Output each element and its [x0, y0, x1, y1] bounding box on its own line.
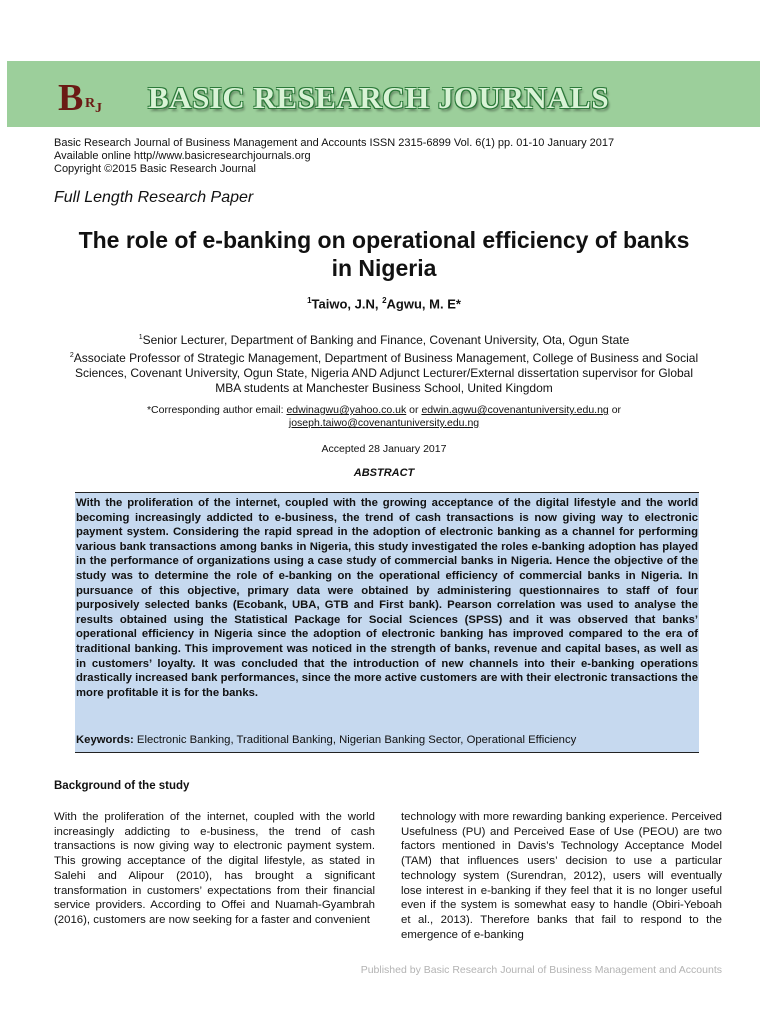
email-link-2[interactable]: edwin.agwu@covenantuniversity.edu.ng — [421, 404, 609, 416]
accepted-date: Accepted 28 January 2017 — [321, 443, 447, 455]
corr-sep-2: or — [608, 404, 622, 416]
author1-name: Taiwo, J.N, — [311, 296, 383, 312]
logo-sub-j: J — [95, 101, 102, 116]
title-line-2: in Nigeria — [331, 255, 437, 281]
journal-name: BASIC RESEARCH JOURNALS — [148, 80, 610, 115]
title-line-1: The role of e-banking on operational efficiency of banks — [78, 227, 690, 253]
affil1-text: Senior Lecturer, Department of Banking and Finance, Covenant University, Ota, Ogun State — [142, 333, 630, 347]
copyright-line: Copyright ©2015 Basic Research Journal — [54, 163, 256, 175]
footer-publisher: Published by Basic Research Journal of Business Management and Accounts — [360, 964, 722, 976]
affil1-mark: 1 — [138, 334, 143, 341]
corr-sep-1: or — [406, 404, 422, 416]
body-column-left: With the proliferation of the internet, coupled with the world increasingly addicting to e-business, the trend of cash transactions is now giving way to electronic payment system. This growing acceptance of the digital lifestyle, as stated in Salehi and Alipour (2010), has brought a significant transformation in customers’ expectations from their financial service providers. According to Offei and Nuamah-Gyambrah (2016), customers are now seeking for a faster and convenient — [54, 811, 375, 926]
citation-line: Basic Research Journal of Business Management and Accounts ISSN 2315-6899 Vol. 6(1) pp. 01-10 January 2017 — [54, 137, 615, 149]
email-link-1[interactable]: edwinagwu@yahoo.co.uk — [286, 404, 407, 416]
affiliations — [54, 330, 714, 396]
availability-line: Available online http//www.basicresearchjournals.org — [54, 150, 311, 162]
affil2-text-a: Associate Professor of Strategic Management, Department of Business Management, College of Business and Social — [73, 351, 699, 365]
affil2-mark: 2 — [69, 352, 74, 359]
abstract-box — [75, 492, 699, 753]
keywords-label: Keywords: — [76, 734, 134, 746]
paper-type: Full Length Research Paper — [54, 189, 254, 206]
correspondence — [54, 404, 714, 430]
author2-name: Agwu, M. E* — [386, 296, 461, 312]
email-link-3[interactable]: joseph.taiwo@covenantuniversity.edu.ng — [288, 417, 480, 429]
abstract-heading: ABSTRACT — [353, 467, 415, 479]
logo-letter: B — [58, 77, 84, 119]
author1-mark: 1 — [307, 296, 312, 305]
authors — [54, 296, 714, 311]
logo-sub-r: R — [85, 96, 96, 111]
abstract-text: With the proliferation of the internet, coupled with the growing acceptance of the digital lifestyle and the world becoming increasingly addicted to e-business, the trend of cash transactions is now giving way to electronic payment system. Considering the rapid spread in the adoption of electronic banking as a channel for performing various bank transactions among banks in Nigeria, this study investigated the roles e-banking adoption has played in the performance of organizations using a case study of commercial banks in Nigeria. Hence the objective of the study was to determine the role of e-banking on the operational efficiency of commercial banks in Nigeria. In pursuance of this objective, primary data were obtained by administering questionnaires to staff of four purposively selected banks (Ecobank, UBA, GTB and First bank). Pearson correlation was used to analyse the results obtained using the Statistical Package for Social Sciences (SPSS) and it was observed that banks’ operational efficiency in Nigeria since the adoption of electronic banking has improved compared to the era of traditional banking. This improvement was noticed in the strength of banks, revenue and capital bases, as well as in customers’ loyalty. It was concluded that the introduction of new channels into their e-banking operations drastically increased bank performances, since the more active customers are with their electronic transactions the more profitable it is for the banks. — [76, 497, 698, 699]
affil2-text-b: Sciences, Covenant University, Ogun State, Nigeria AND Adjunct Lecturer/External dissertation supervisor for Global — [74, 366, 694, 380]
keywords-list: Electronic Banking, Traditional Banking, Nigerian Banking Sector, Operational Efficiency — [133, 734, 577, 746]
affil2-text-c: MBA students at Manchester Business School, United Kingdom — [215, 381, 553, 395]
corr-prefix: *Corresponding author email: — [146, 404, 287, 416]
paper-title — [54, 226, 714, 282]
author2-mark: 2 — [382, 296, 387, 305]
section-heading: Background of the study — [54, 780, 190, 792]
body-column-right: technology with more rewarding banking experience. Perceived Usefulness (PU) and Perceived Ease of Use (PEOU) are two factors mentioned in Davis’s Technology Acceptance Model (TAM) that influences users’ decision to use a particular technology system (Surendran, 2012), users will eventually lose interest in e-banking if they feel that it is no longer useful even if the system is somewhat easy to handle (Obiri-Yeboah et al., 2013). Therefore banks that fail to respond to the emergence of e-banking — [401, 811, 722, 941]
keywords — [76, 734, 576, 746]
